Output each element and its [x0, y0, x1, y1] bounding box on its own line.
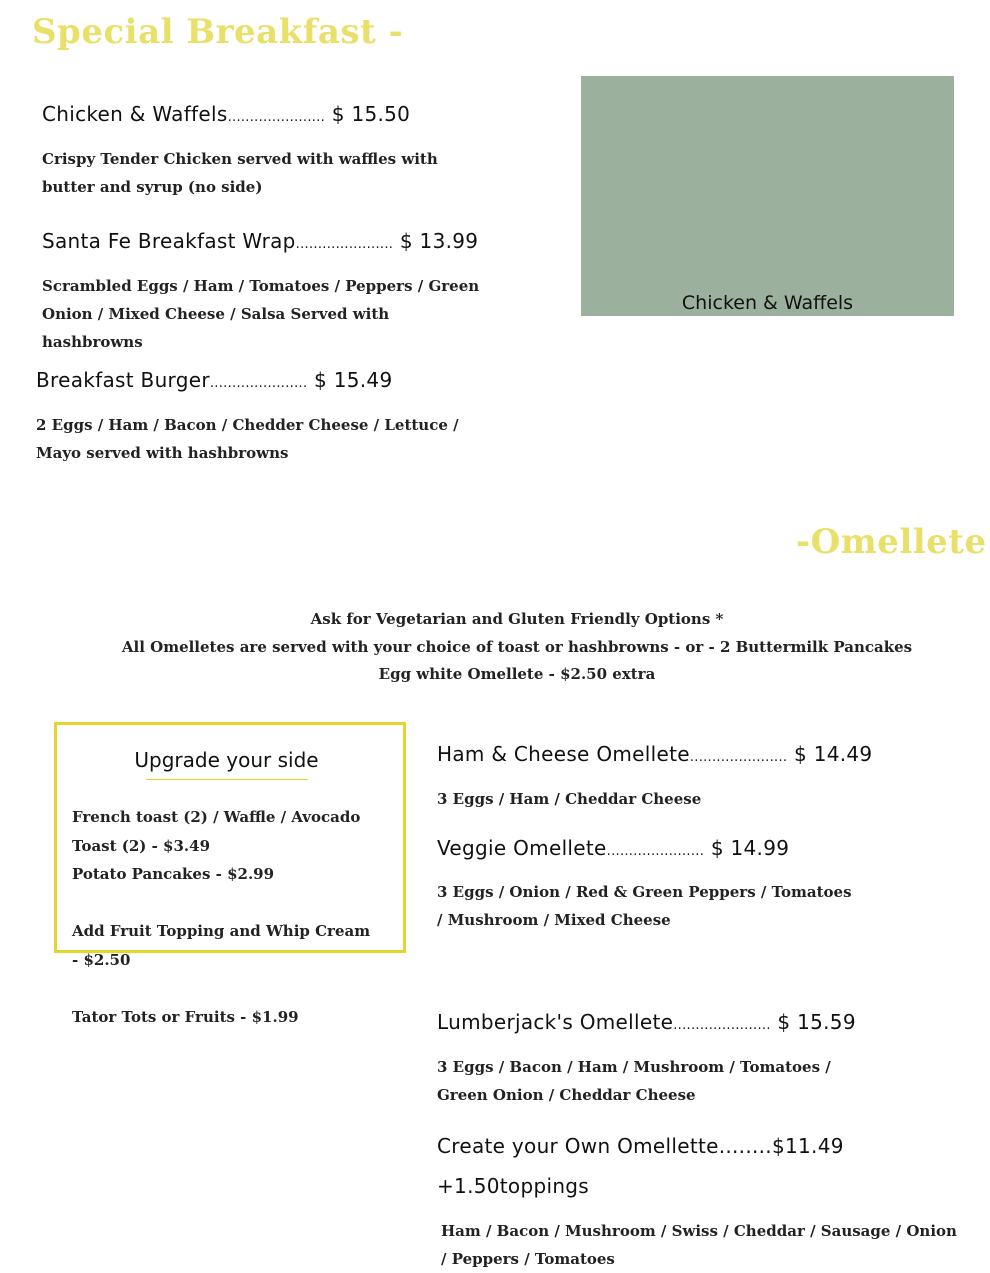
- dot-leader: ......................: [209, 376, 308, 391]
- item-name: Veggie Omellete: [437, 836, 607, 860]
- omelette-side-note: All Omelletes are served with your choice of toast or hashbrowns - or - 2 Buttermilk Pancakes: [121, 638, 913, 656]
- dot-leader: ......................: [689, 750, 788, 765]
- item-price: $ 15.50: [331, 102, 411, 126]
- item-name: Santa Fe Breakfast Wrap: [42, 229, 296, 253]
- title-underline: [146, 779, 308, 780]
- menu-item-description: 3 Eggs / Bacon / Ham / Mushroom / Tomatoes / Green Onion / Cheddar Cheese: [437, 1058, 831, 1104]
- item-price: $ 14.49: [794, 742, 873, 766]
- menu-item-description: Scrambled Eggs / Ham / Tomatoes / Peppers / Green Onion / Mixed Cheese / Salsa Served with hashbrowns: [42, 277, 480, 351]
- upgrade-option: Tator Tots or Fruits - $1.99: [72, 1008, 299, 1026]
- omelette-heading: -Omellete: [796, 522, 987, 562]
- item-price: $ 15.49: [314, 368, 393, 392]
- create-omelette-title: Create your Own Omellette........$11.49: [437, 1134, 844, 1158]
- item-price: $ 14.99: [710, 836, 790, 860]
- upgrade-option: French toast (2) / Waffle / Avocado Toast (2) - $3.49: [72, 808, 361, 855]
- item-name: Lumberjack's Omellete: [437, 1010, 674, 1034]
- menu-item-description: 3 Eggs / Ham / Cheddar Cheese: [437, 790, 702, 808]
- egg-white-note: Egg white Omellete - $2.50 extra: [378, 665, 656, 683]
- upgrade-side-title: Upgrade your side: [134, 748, 319, 772]
- menu-item-title: [42, 102, 410, 126]
- menu-item-description: Crispy Tender Chicken served with waffles with butter and syrup (no side): [42, 150, 438, 196]
- menu-item-description: 2 Eggs / Ham / Bacon / Chedder Cheese / Lettuce / Mayo served with hashbrowns: [36, 416, 459, 462]
- special-breakfast-heading: Special Breakfast -: [32, 12, 404, 52]
- menu-item-description: 3 Eggs / Onion / Red & Green Peppers / Tomatoes / Mushroom / Mixed Cheese: [437, 883, 852, 929]
- menu-item-title: [437, 1010, 856, 1034]
- vegetarian-note: Ask for Vegetarian and Gluten Friendly Options *: [310, 610, 724, 628]
- upgrade-option: Add Fruit Topping and Whip Cream - $2.50: [72, 922, 371, 969]
- create-omelette-toppings-price: +1.50toppings: [437, 1174, 590, 1198]
- menu-item-description: Ham / Bacon / Mushroom / Swiss / Cheddar / Sausage / Onion / Peppers / Tomatoes: [441, 1222, 957, 1268]
- item-price: $ 15.59: [777, 1010, 856, 1034]
- dot-leader: ......................: [606, 844, 705, 859]
- menu-item-title: [437, 836, 789, 860]
- dot-leader: ......................: [227, 110, 326, 125]
- dot-leader: ......................: [295, 237, 394, 252]
- menu-item-title: [36, 368, 393, 392]
- item-name: Breakfast Burger: [36, 368, 210, 392]
- food-photo: [581, 76, 954, 316]
- dot-leader: ......................: [673, 1018, 771, 1033]
- item-name: Chicken & Waffels: [42, 102, 228, 126]
- item-name: Ham & Cheese Omellete: [437, 742, 690, 766]
- upgrade-option: Potato Pancakes - $2.99: [72, 865, 275, 883]
- menu-item-title: [437, 742, 872, 766]
- photo-caption: Chicken & Waffels: [681, 292, 854, 314]
- item-price: $ 13.99: [399, 229, 479, 253]
- menu-item-title: [42, 229, 478, 253]
